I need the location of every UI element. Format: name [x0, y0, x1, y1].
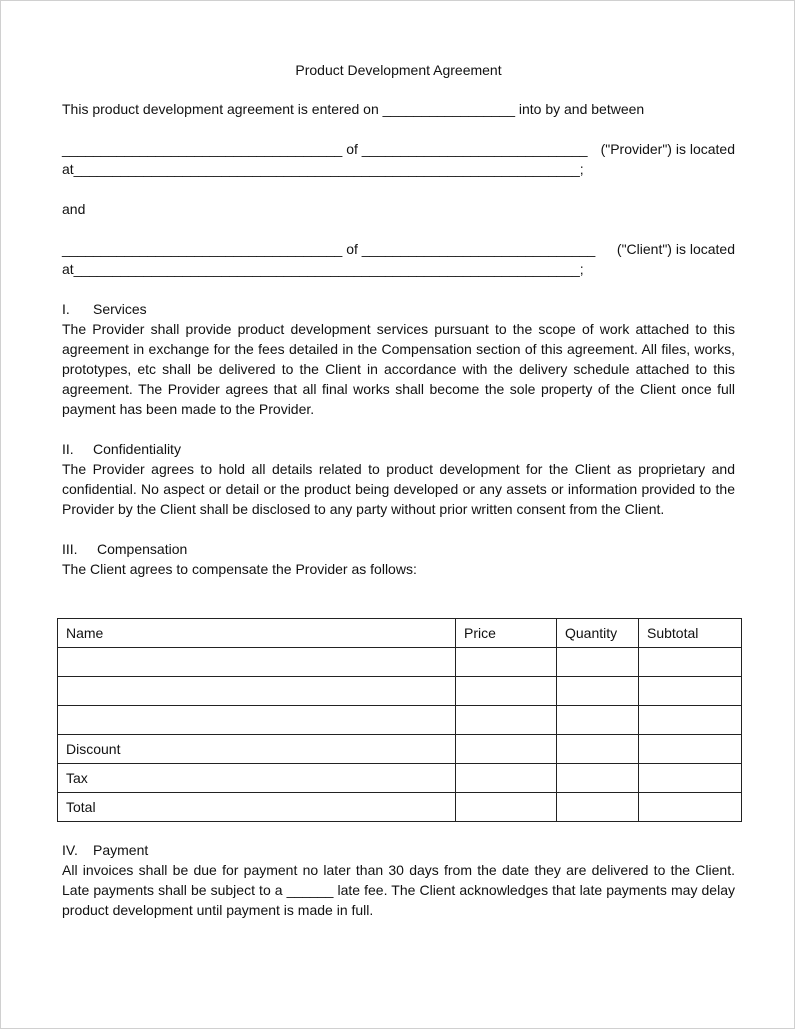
- table-cell[interactable]: [639, 706, 742, 735]
- tax-label: Tax: [58, 764, 456, 793]
- table-cell[interactable]: [557, 706, 639, 735]
- table-cell[interactable]: [58, 677, 456, 706]
- confidentiality-body: The Provider agrees to hold all details related to product development for the Client as proprietary and confidential. No aspect or detail or the product being developed or any assets or information provided to the Provider by the Client shall be disclosed to any party without prior written consent from the Client.: [62, 461, 735, 517]
- services-heading: [62, 299, 147, 319]
- table-cell[interactable]: [456, 648, 557, 677]
- provider-block: [62, 139, 735, 179]
- client-block: [62, 239, 735, 279]
- client-name-blanks: ____________________________________ of ______________________________: [62, 241, 596, 257]
- compensation-title: Compensation: [97, 541, 188, 557]
- payment-title: Payment: [93, 842, 149, 858]
- table-cell[interactable]: [639, 764, 742, 793]
- table-cell[interactable]: [456, 706, 557, 735]
- total-row: [58, 793, 742, 822]
- table-cell[interactable]: [557, 648, 639, 677]
- intro-line: This product development agreement is entered on _________________ into by and between: [62, 101, 645, 117]
- table-cell[interactable]: [557, 793, 639, 822]
- discount-label: Discount: [58, 735, 456, 764]
- compensation-heading: [62, 539, 187, 559]
- payment-number: IV.: [62, 842, 78, 858]
- table-cell[interactable]: [58, 648, 456, 677]
- table-cell[interactable]: [557, 677, 639, 706]
- compensation-body: The Client agrees to compensate the Provider as follows:: [62, 561, 417, 577]
- document-title: Product Development Agreement: [295, 62, 502, 78]
- table-row: [58, 648, 742, 677]
- client-address-line: at_________________________________________________________________;: [62, 261, 584, 277]
- confidentiality-title: Confidentiality: [93, 441, 181, 457]
- table-cell[interactable]: [456, 735, 557, 764]
- table-cell[interactable]: [639, 677, 742, 706]
- client-label: ("Client") is located: [616, 241, 735, 257]
- header-price: Price: [456, 619, 557, 648]
- header-quantity: Quantity: [557, 619, 639, 648]
- table-cell[interactable]: [456, 764, 557, 793]
- confidentiality-heading: [62, 439, 181, 459]
- services-number: I.: [62, 301, 70, 317]
- provider-address-line: at_________________________________________________________________;: [62, 161, 584, 177]
- services-body: The Provider shall provide product development services pursuant to the scope of work attached to this agreement in exchange for the fees detailed in the Compensation section of this agreement. All files, works, prototypes, etc shall be delivered to the Client in accordance with the delivery schedule attached to this agreement. The Provider agrees that all final works shall become the sole property of the Client once full payment has been made to the Provider.: [62, 321, 735, 417]
- table-header-row: [58, 619, 742, 648]
- table-cell[interactable]: [639, 648, 742, 677]
- table-cell[interactable]: [456, 793, 557, 822]
- table-cell[interactable]: [557, 735, 639, 764]
- services-title: Services: [93, 301, 147, 317]
- and-text: and: [62, 201, 86, 217]
- table-cell[interactable]: [557, 764, 639, 793]
- header-subtotal: Subtotal: [639, 619, 742, 648]
- discount-row: [58, 735, 742, 764]
- total-label: Total: [58, 793, 456, 822]
- compensation-number: III.: [62, 541, 78, 557]
- table-cell[interactable]: [456, 677, 557, 706]
- header-name: Name: [58, 619, 456, 648]
- tax-row: [58, 764, 742, 793]
- table-row: [58, 677, 742, 706]
- table-cell[interactable]: [639, 735, 742, 764]
- provider-name-blanks: ____________________________________ of _____________________________: [62, 141, 588, 157]
- provider-label: ("Provider") is located: [600, 141, 735, 157]
- compensation-table: [57, 618, 742, 822]
- table-row: [58, 706, 742, 735]
- payment-body: All invoices shall be due for payment no later than 30 days from the date they are delivered to the Client. Late payments shall be subject to a ______ late fee. The Client acknowledges that late payments may delay product development until payment is made in full.: [62, 862, 735, 918]
- payment-heading: [62, 840, 148, 860]
- confidentiality-number: II.: [62, 441, 74, 457]
- table-cell[interactable]: [58, 706, 456, 735]
- table-cell[interactable]: [639, 793, 742, 822]
